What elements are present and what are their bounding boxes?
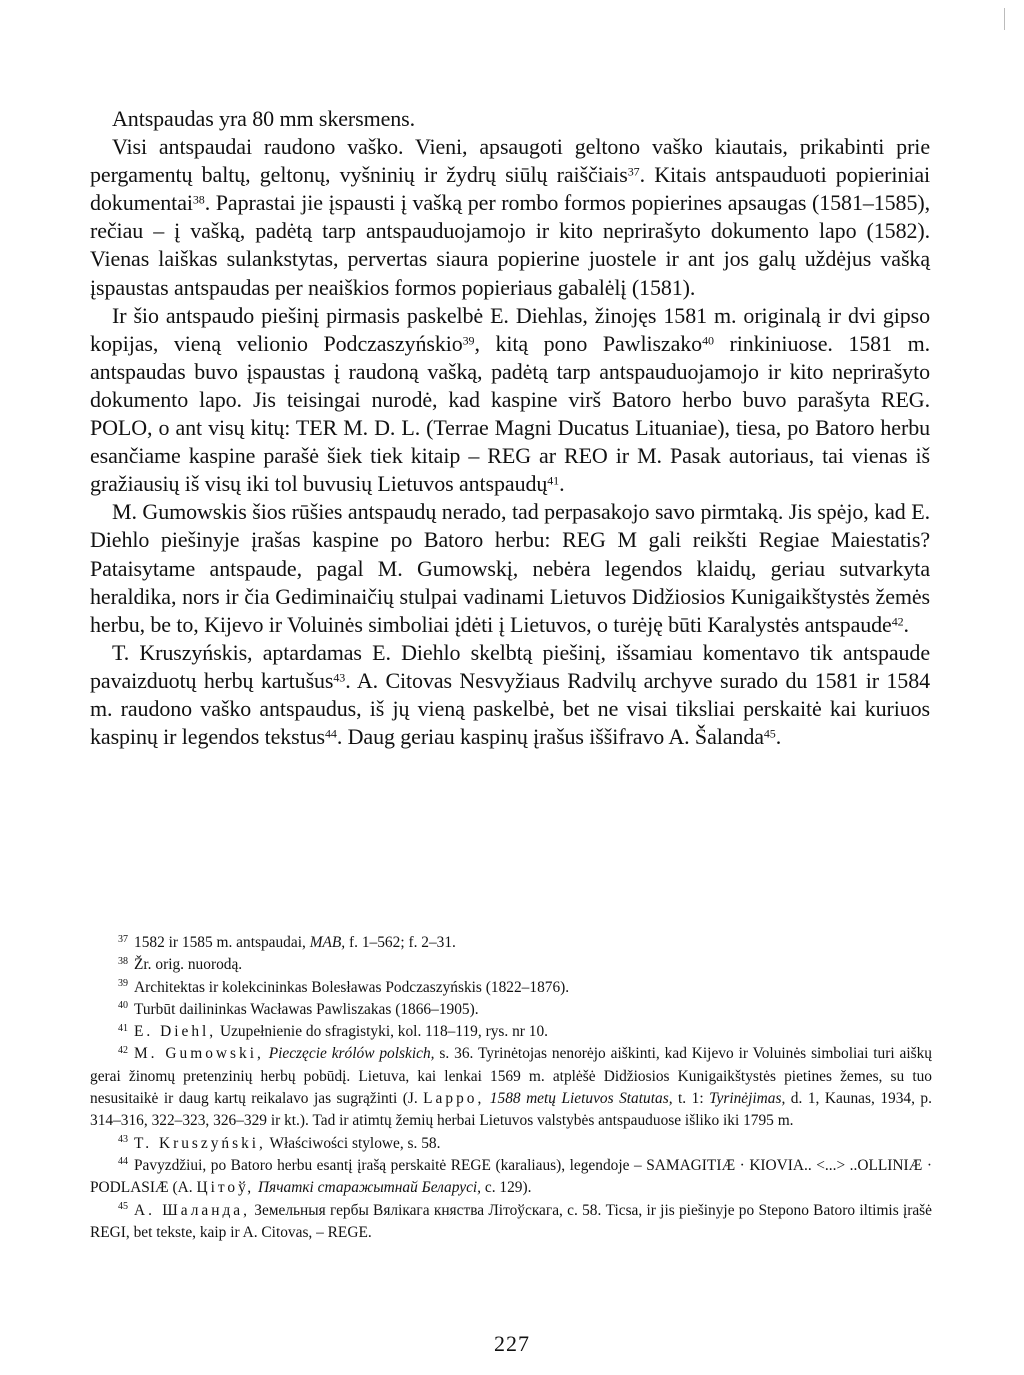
footnote-42: $^{42}$ M. Gumowski, Pieczęcie królów polskich, s. 36. Tyrinėtojas nenorėjo aiškinti, kad Kijevo ir Voluinės simboliai turi aiškų gerai žinomų pretenzinių herbų pobūdį. Lietuva, kai lenkai 1569 m. atplėšė Didžiosios Kunigaikštystės pietines žemes, su tuo nesusitaikė ir daug kartų reikalavo jas sugrąžinti (J. Lappo, 1588 metų Lietuvos Statutas, t. 1: Tyrinėjimas, d. 1, Kaunas, 1934, p. 314–316, 322–323, 326–329 ir kt.). Tad ir atimtų žemių herbai Lietuvos valstybės antspauduose išliko iki 1795 m.: [90, 1044, 932, 1130]
footnote-ref-39[interactable]: 39: [462, 333, 475, 348]
footnote-38: $^{38}$ Žr. orig. nuorodą.: [118, 955, 243, 974]
footnote-ref-38[interactable]: 38: [192, 192, 205, 207]
footnote-ref-40[interactable]: 40: [702, 333, 714, 348]
footnote-45: $^{45}$ А. Шаланда, Земельныя гербы Вялiкага княства Лiтоўскага, с. 58. Ticsa, ir jis piešinyje po Stepono Batoro iltimis įrašė REGI, bet tekste, kaip ir A. Citovas, – REGE.: [90, 1201, 932, 1241]
footnote-ref-45[interactable]: 45: [763, 726, 776, 741]
footnote-ref-43[interactable]: 43: [333, 670, 346, 685]
footnote-ref-37[interactable]: 37: [627, 164, 640, 179]
footnotes: [90, 932, 932, 1244]
page-number: 227: [494, 1331, 530, 1356]
footnote-ref-41[interactable]: 41: [547, 473, 560, 488]
paragraph-2: Visi antspaudai raudono vaško. Vieni, apsaugoti geltono vaško kiautais, prikabinti prie pergamentų baltų, geltonų, vyšninių ir žydrų siūlų raiščiais$^{37}$. Kitais antspauduoti popieriniai dokumentai$^{38}$. Paprastai jie įspausti į vašką per rombo formos popierines apsaugas (1581–1585), rečiau – į vašką, padėtą tarp antspauduojamojo ir kito neprirašyto dokumento lapo (1582). Vienas laiškas sulankstytas, pervertas siaura popierine juostele ir ant jos galų uždėjus vašką įspaustas antspaudas per neaiškios formos popieriaus gabalėlį (1581).: [90, 134, 931, 300]
paragraph-3: Ir šio antspaudo piešinį pirmasis paskelbė E. Diehlas, žinojęs 1581 m. originalą ir dvi gipso kopijas, vieną velionio Podczaszyńskio$^{39}$, kitą pono Pawliszako$^{40}$ rinkiniuose. 1581 m. antspaudas buvo įspaustas į raudoną vašką, padėtą tarp antspauduojamojo ir kito neprirašyto dokumento lapo. Jis teisingai nurodė, kad kaspine virš Batoro herbo buvo parašyta REG. POLO, o ant visų kitų: TER M. D. L. (Terrae Magni Ducatus Lituaniae), tiesa, po Batoro herbu esančiame kaspine parašė šiek tiek kitaip – REG ar REO ir M. Pasak autoriaus, tai vienas iš gražiausių iš visų iki tol buvusių Lietuvos antspaudų$^{41}$.: [90, 302, 930, 497]
footnote-39: $^{39}$ Architektas ir kolekcininkas Bolesławas Podczaszyńskis (1822–1876).: [118, 978, 570, 996]
footnote-ref-42[interactable]: 42: [891, 614, 904, 629]
footnote-41: $^{41}$ E. Diehl, Uzupełnienie do sfragistyki, kol. 118–119, rys. nr 10.: [118, 1022, 548, 1041]
footnote-ref-44[interactable]: 44: [325, 726, 337, 741]
footnote-44: $^{44}$ Pavyzdžiui, po Batoro herbu esantį įrašą perskaitė REGE (karaliaus), legendoje – SAMAGITIÆ · KIOVIA.. <...> ..OLLINIÆ · PODLASIÆ (A. Цiтоў, Пячаткi старажытнай Беларусi, с. 129).: [90, 1156, 932, 1197]
footnote-43: $^{43}$ T. Kruszyński, Właściwości stylowe, s. 58.: [118, 1134, 441, 1152]
scan-edge-mark: [1004, 8, 1005, 30]
footnote-37: $^{37}$ 1582 ir 1585 m. antspaudai, MAB, f. 1–562; f. 2–31.: [118, 933, 456, 951]
footnote-40: $^{40}$ Turbūt dailininkas Wacławas Pawliszakas (1866–1905).: [118, 1000, 479, 1018]
paragraph-5: T. Kruszyńskis, aptardamas E. Diehlo skelbtą piešinį, išsamiau komentavo tik antspaude pavaizduotų herbų kartušus$^{43}$. A. Citovas Nesvyžiaus Radvilų archyve surado du 1581 ir 1584 m. raudono vaško antspaudus, iš jų vieną paskelbė, bet ne visai tiksliai perskaitė kai kuriuos kaspinų ir legendos tekstus$^{44}$. Daug geriau kaspinų įrašus iššifravo A. Šalanda$^{45}$.: [90, 639, 930, 750]
paragraph-4: M. Gumowskis šios rūšies antspaudų nerado, tad perpasakojo savo pirmtaką. Jis spėjo, kad E. Diehlo piešinyje įrašas kaspine po Batoro herbu: REG M gali reikšti Regiae Maiestatis? Pataisytame antspaude, pagal M. Gumowskį, nebėra legendos klaidų, geriau sutvarkyta heraldika, nors ir čia Gediminaičių stulpai vadinami Lietuvos Didžiosios Kunigaikštystės žemės herbu, be to, Kijevo ir Voluinės simboliai įdėti į Lietuvos, o turėję būti Karalystės antspaude$^{42}$.: [90, 499, 930, 637]
paragraph-1: Antspaudas yra 80 mm skersmens.: [112, 106, 416, 131]
main-text: [90, 105, 930, 751]
